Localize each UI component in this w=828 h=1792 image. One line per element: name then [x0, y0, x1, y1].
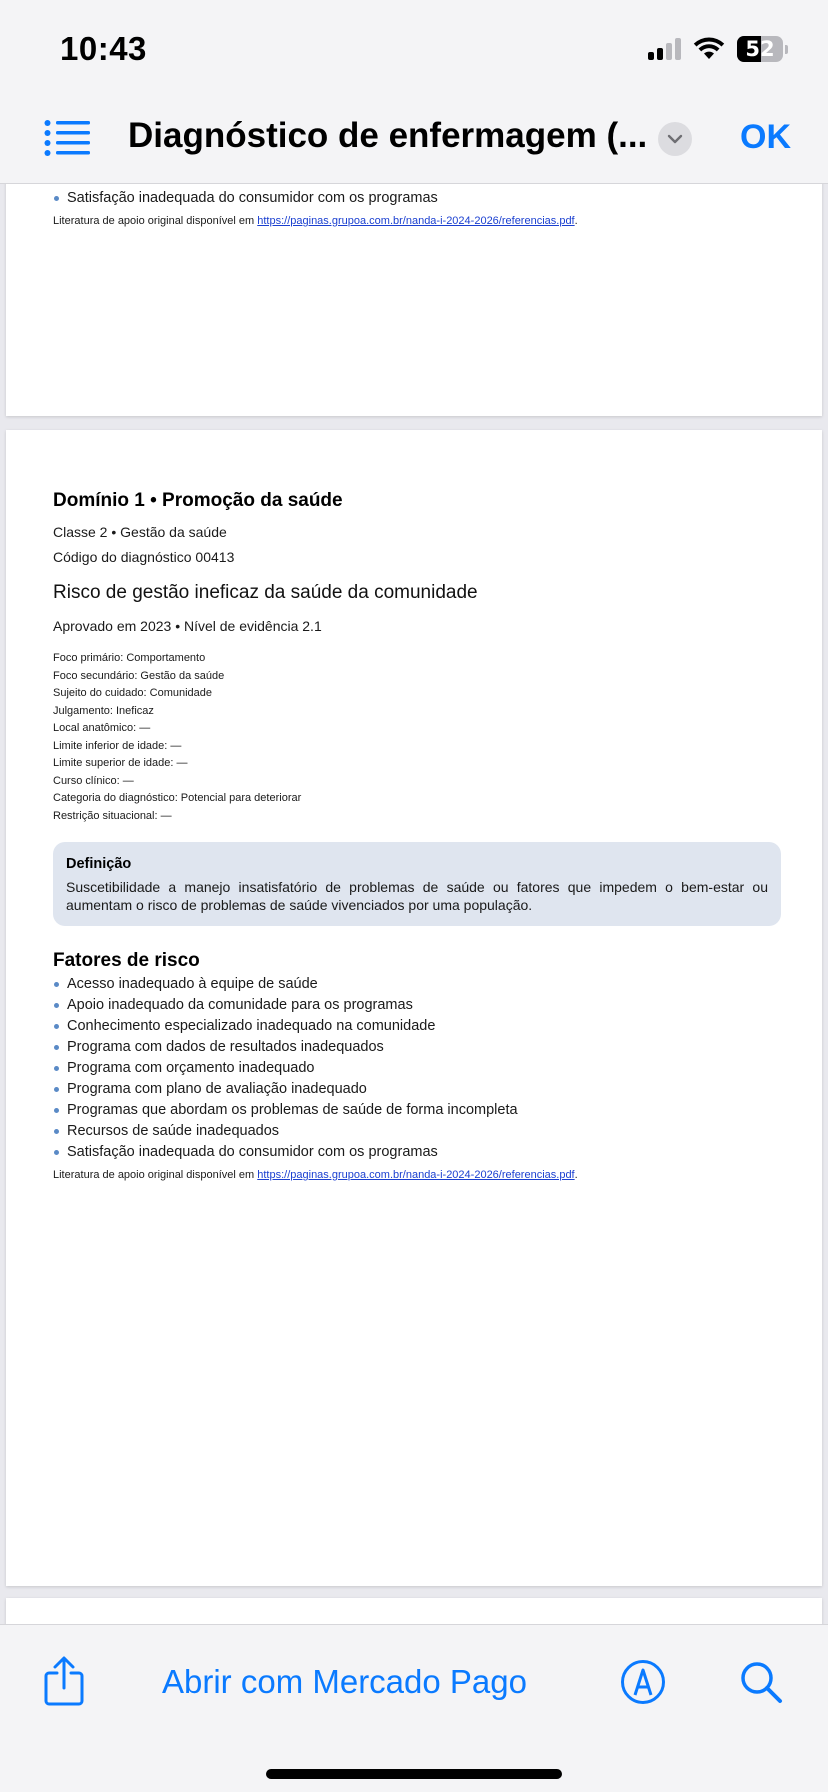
title-menu-button[interactable] — [658, 122, 692, 156]
cellular-signal-icon — [648, 38, 681, 60]
list-icon[interactable] — [44, 118, 90, 158]
bottom-toolbar — [0, 1624, 828, 1792]
definition-box — [53, 842, 781, 926]
battery-icon — [737, 36, 788, 62]
list-item: Acesso inadequado à equipe de saúde — [53, 974, 783, 995]
status-icons — [648, 36, 788, 62]
chevron-down-icon — [667, 134, 683, 144]
reference-line: Literatura de apoio original disponível em https://paginas.grupoa.com.br/nanda-i-2024-2026/referencias.pdf. — [53, 215, 578, 227]
list-item: Satisfação inadequada do consumidor com os programas — [53, 188, 783, 209]
share-icon[interactable] — [42, 1655, 86, 1707]
diagnosis-code: Código do diagnóstico 00413 — [53, 549, 235, 565]
list-item: Apoio inadequado da comunidade para os programas — [53, 995, 783, 1016]
open-with-button[interactable]: Abrir com Mercado Pago — [162, 1663, 527, 1700]
attribute-list — [53, 650, 783, 825]
attribute-item: Restrição situacional: — — [53, 809, 172, 822]
risk-factor-list — [53, 974, 783, 1163]
wifi-icon — [693, 37, 725, 61]
attribute-item: Foco primário: Comportamento — [53, 652, 206, 664]
domain-heading: Domínio 1 • Promoção da saúde — [53, 490, 343, 511]
risk-factors-heading: Fatores de risco — [53, 950, 200, 971]
home-indicator — [266, 1769, 562, 1779]
markup-icon[interactable] — [620, 1659, 666, 1705]
reference-line: Literatura de apoio original disponível em https://paginas.grupoa.com.br/nanda-i-2024-2026/referencias.pdf. — [53, 1169, 578, 1181]
list-item: Conhecimento especializado inadequado na comunidade — [53, 1016, 783, 1037]
class-line: Classe 2 • Gestão da saúde — [53, 524, 227, 540]
status-time: 10:43 — [60, 30, 147, 67]
pdf-page — [6, 150, 822, 416]
attribute-item: Limite inferior de idade: — — [53, 739, 182, 752]
attribute-item: Limite superior de idade: — — [53, 757, 188, 769]
ok-button[interactable]: OK — [740, 118, 791, 156]
battery-level: 52 — [745, 37, 775, 61]
list-item: Programa com plano de avaliação inadequado — [53, 1079, 783, 1100]
navigation-bar — [0, 110, 828, 170]
list-item: Programa com dados de resultados inadequados — [53, 1037, 783, 1058]
list-item: Satisfação inadequada do consumidor com os programas — [53, 1142, 783, 1163]
attribute-item: Curso clínico: — — [53, 774, 134, 787]
attribute-item: Categoria do diagnóstico: Potencial para deteriorar — [53, 792, 302, 804]
search-icon[interactable] — [738, 1659, 784, 1705]
reference-link[interactable]: https://paginas.grupoa.com.br/nanda-i-2024-2026/referencias.pdf — [257, 1169, 575, 1181]
list-item: Recursos de saúde inadequados — [53, 1121, 783, 1142]
attribute-item: Sujeito do cuidado: Comunidade — [53, 687, 213, 699]
reference-link[interactable]: https://paginas.grupoa.com.br/nanda-i-2024-2026/referencias.pdf — [257, 215, 575, 227]
attribute-item: Local anatômico: — — [53, 722, 151, 734]
top-bar — [0, 0, 828, 184]
diagnosis-title: Risco de gestão ineficaz da saúde da comunidade — [53, 582, 478, 603]
risk-factor-list — [53, 188, 783, 209]
pdf-page — [6, 430, 822, 1586]
list-item: Programa com orçamento inadequado — [53, 1058, 783, 1079]
approval-line: Aprovado em 2023 • Nível de evidência 2.1 — [53, 618, 322, 634]
attribute-item: Julgamento: Ineficaz — [53, 704, 154, 717]
definition-text: Suscetibilidade a manejo insatisfatório de problemas de saúde ou fatores que impedem o bem-estar ou aumentam o risco de problemas de saúde vivenciados por uma população. — [66, 879, 768, 913]
definition-title: Definição — [66, 856, 132, 872]
list-item: Programas que abordam os problemas de saúde de forma incompleta — [53, 1100, 783, 1121]
attribute-item: Foco secundário: Gestão da saúde — [53, 669, 225, 682]
document-title[interactable]: Diagnóstico de enfermagem (... — [128, 116, 648, 155]
